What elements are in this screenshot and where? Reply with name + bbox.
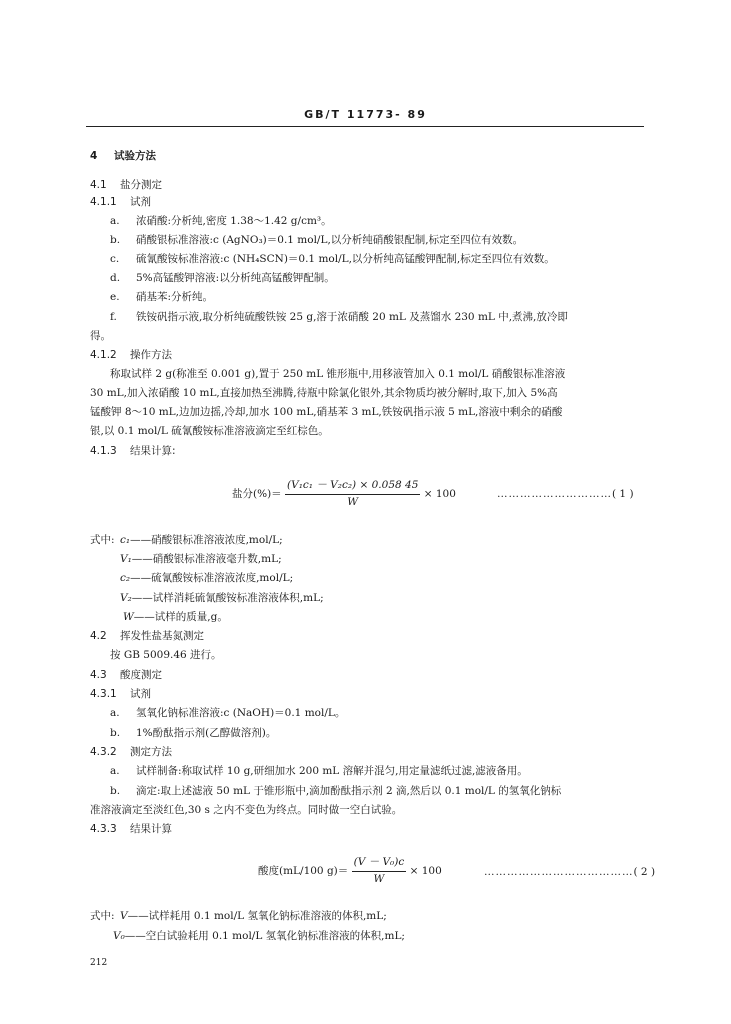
section-4-2-text: 按 GB 5009.46 进行。 (110, 649, 222, 661)
section-4-3-2-heading (90, 746, 172, 760)
equation-number: ( 1 ) (612, 488, 634, 500)
reagent-item: a. 氢氧化钠标准溶液:c (NaOH)＝0.1 mol/L。 (110, 707, 346, 719)
header-rule (86, 126, 644, 127)
formula-numerator: (V₁c₁ － V₂c₂) × 0.058 45 (285, 479, 420, 495)
where-item: c₁——硝酸银标准溶液浓度,mol/L; (120, 534, 283, 546)
section-title: 挥发性盐基氮测定 (120, 630, 204, 642)
reagent-continuation: 得。 (90, 330, 111, 342)
reagent-item: e. 硝基苯:分析纯。 (110, 291, 214, 303)
formula-lhs: 盐分(%)＝ (232, 488, 282, 501)
method-paragraph-line: 称取试样 2 g(称准至 0.001 g),置于 250 mL 锥形瓶中,用移液管加入 0.1 mol/L 硝酸银标准溶液 (110, 368, 566, 380)
reagent-item: b. 1%酚酞指示剂(乙醇做溶剂)。 (110, 727, 277, 739)
reagent-item: f. 铁铵矾指示液,取分析纯硫酸铁铵 25 g,溶于浓硝酸 20 mL 及蒸馏水 230 mL 中,煮沸,放冷即 (110, 311, 568, 323)
section-number: 4 (90, 150, 98, 162)
method-paragraph-line: 锰酸钾 8～10 mL,边加边摇,冷却,加水 100 mL,硝基苯 3 mL,铁铵矾指示液 5 mL,溶液中剩余的硝酸 (90, 406, 563, 418)
formula-denominator: W (373, 872, 385, 885)
formula-numerator: (V － V₀)c (352, 856, 407, 872)
formula-denominator: W (347, 495, 359, 508)
section-title: 试剂 (130, 196, 151, 208)
section-4-3-1-heading (90, 688, 151, 702)
section-4-1-3-heading (90, 445, 176, 459)
section-4-heading (90, 150, 156, 164)
section-4-3-3-heading (90, 823, 172, 837)
section-title: 试剂 (130, 688, 151, 700)
section-number: 4.1.2 (90, 349, 117, 361)
section-number: 4.1.1 (90, 196, 117, 208)
section-number: 4.2 (90, 630, 107, 642)
formula-tail: × 100 (423, 488, 456, 501)
section-number: 4.3.2 (90, 746, 117, 758)
section-4-1-2-heading (90, 349, 172, 363)
where-item: W——试样的质量,g。 (123, 611, 228, 623)
section-title: 操作方法 (130, 349, 172, 361)
where-item: V——试样耗用 0.1 mol/L 氢氧化钠标准溶液的体积,mL; (120, 910, 387, 922)
reagent-item: c. 硫氰酸铵标准溶液:c (NH₄SCN)＝0.1 mol/L,以分析纯高锰酸钾配制,标定至四位有效数。 (110, 253, 555, 265)
section-number: 4.3.3 (90, 823, 117, 835)
equation-number: ( 2 ) (633, 866, 656, 878)
method-item: b. 滴定:取上述滤液 50 mL 于锥形瓶中,滴加酚酞指示剂 2 滴,然后以 0.1 mol/L 的氢氧化钠标 (110, 785, 562, 797)
section-number: 4.1.3 (90, 445, 117, 457)
section-number: 4.3.1 (90, 688, 117, 700)
formula-1-leader: …………………………( 1 ) (497, 488, 634, 500)
page-number: 212 (90, 958, 108, 968)
section-4-1-heading (90, 179, 162, 193)
formula-2-leader: …………………………………( 2 ) (484, 866, 656, 878)
method-paragraph-line: 30 mL,加入浓硝酸 10 mL,直接加热至沸腾,待瓶中除氯化银外,其余物质均被分解时,取下,加入 5%高 (90, 387, 558, 399)
formula-2 (258, 856, 442, 886)
where-item: V₂——试样消耗硫氰酸铵标准溶液体积,mL; (120, 592, 324, 604)
reagent-item: a. 浓硝酸:分析纯,密度 1.38～1.42 g/cm³。 (110, 215, 332, 227)
section-title: 测定方法 (130, 746, 172, 758)
method-paragraph-line: 银,以 0.1 mol/L 硫氰酸铵标准溶液滴定至红棕色。 (90, 425, 329, 437)
reagent-item: b. 硝酸银标准溶液:c (AgNO₃)＝0.1 mol/L,以分析纯硝酸银配制,标定至四位有效数。 (110, 234, 524, 246)
section-title: 试验方法 (114, 150, 156, 162)
section-title: 结果计算: (130, 445, 176, 457)
where-item: V₁——硝酸银标准溶液毫升数,mL; (120, 553, 282, 565)
where-intro: 式中: (90, 534, 115, 546)
formula-1 (232, 479, 456, 509)
formula-tail: × 100 (409, 865, 442, 878)
section-4-1-1-heading (90, 196, 151, 210)
section-4-3-heading (90, 669, 162, 683)
formula-fraction (285, 479, 420, 509)
section-number: 4.3 (90, 669, 107, 681)
where-intro: 式中: (90, 910, 115, 922)
formula-fraction (352, 856, 407, 886)
section-title: 酸度测定 (120, 669, 162, 681)
section-number: 4.1 (90, 179, 107, 191)
method-continuation: 准溶液滴定至淡红色,30 s 之内不变色为终点。同时做一空白试验。 (90, 804, 403, 816)
section-title: 结果计算 (130, 823, 172, 835)
section-title: 盐分测定 (120, 179, 162, 191)
standard-code-header: GB/T 11773- 89 (304, 108, 427, 121)
section-4-2-heading (90, 630, 204, 644)
where-item: c₂——硫氰酸铵标准溶液浓度,mol/L; (120, 572, 294, 584)
formula-lhs: 酸度(mL/100 g)＝ (258, 865, 349, 878)
reagent-item: d. 5%高锰酸钾溶液:以分析纯高锰酸钾配制。 (110, 272, 335, 284)
where-item: V₀——空白试验耗用 0.1 mol/L 氢氧化钠标准溶液的体积,mL; (113, 930, 405, 942)
method-item: a. 试样制备:称取试样 10 g,研细加水 200 mL 溶解并混匀,用定量滤纸过滤,滤液备用。 (110, 765, 528, 777)
